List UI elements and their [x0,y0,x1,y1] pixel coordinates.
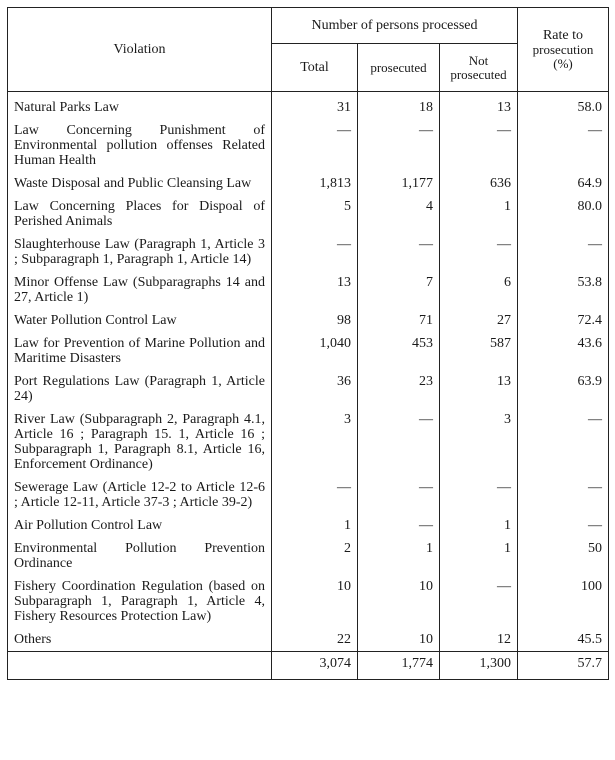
violation-name-cell: Slaughterhouse Law (Paragraph 1, Article 3 ; Subparagraph 1, Paragraph 1, Article 14) [14,237,265,267]
violation-name-cell: Environmental Pollution Prevention Ordinance [14,541,265,571]
total-cell: 13 [272,271,358,309]
total-cell: 1,040 [272,332,358,370]
rate-cell: 80.0 [518,195,609,233]
violation-name-cell: Water Pollution Control Law [14,313,177,328]
violation-name-cell: Law Concerning Places for Dispoal of Perished Animals [14,199,265,229]
violation-name-cell: Waste Disposal and Public Cleansing Law [14,176,252,191]
violations-table [7,7,609,680]
table-body [8,92,609,680]
total-cell: 31 [272,92,358,120]
table-row [8,332,609,370]
table-row [8,575,609,628]
not-prosecuted-cell: 1 [440,514,518,537]
rate-cell: 53.8 [518,271,609,309]
prosecuted-cell: 1 [358,537,440,575]
prosecuted-cell: — [358,408,440,476]
total-cell: 5 [272,195,358,233]
table-row [8,195,609,233]
not-prosecuted-cell: — [440,476,518,514]
violation-name-cell: Others [14,632,52,647]
table-header [8,8,609,92]
rate-cell: 63.9 [518,370,609,408]
not-prosecuted-cell: 13 [440,370,518,408]
rate-header-line1: Rate to [542,28,584,43]
total-cell: 98 [272,309,358,332]
total-column-header: Total [272,44,358,92]
violation-name-cell: Air Pollution Control Law [14,518,163,533]
total-cell: 3 [272,408,358,476]
violation-name-cell: Law Concerning Punishment of Environmental pollution offenses Related Human Health [14,123,265,168]
not-prosecuted-cell: 6 [440,271,518,309]
rate-header-line3: (%) [553,56,573,71]
total-cell: 36 [272,370,358,408]
violation-column-header: Violation [8,8,272,92]
prosecuted-cell: 23 [358,370,440,408]
not-prosecuted-header-line2: prosecuted [450,66,507,82]
violation-name-cell: Law for Prevention of Marine Pollution and Maritime Disasters [14,336,265,366]
totals-not-prosecuted-cell: 1,300 [440,652,518,680]
total-cell: — [272,119,358,172]
not-prosecuted-cell: 636 [440,172,518,195]
table-row [8,628,609,652]
violation-name-cell: Port Regulations Law (Paragraph 1, Article 24) [14,374,265,404]
table-row [8,119,609,172]
prosecuted-column-header: prosecuted [358,44,440,92]
prosecuted-cell: — [358,233,440,271]
total-cell: 22 [272,628,358,652]
rate-cell: 100 [518,575,609,628]
rate-header-line2: prosecution [532,42,594,57]
prosecuted-cell: 4 [358,195,440,233]
table-row [8,514,609,537]
rate-cell: 72.4 [518,309,609,332]
total-cell: 1 [272,514,358,537]
prosecuted-cell: 7 [358,271,440,309]
total-cell: 10 [272,575,358,628]
not-prosecuted-column-header [440,44,518,92]
prosecuted-cell: 18 [358,92,440,120]
totals-row [8,652,609,680]
not-prosecuted-header-line1: Not [468,52,489,68]
prosecuted-cell: — [358,476,440,514]
table-row [8,271,609,309]
total-cell: 1,813 [272,172,358,195]
table-row [8,172,609,195]
totals-label-cell [8,652,272,680]
not-prosecuted-cell: 27 [440,309,518,332]
not-prosecuted-cell: 1 [440,195,518,233]
total-cell: — [272,476,358,514]
prosecuted-cell: 1,177 [358,172,440,195]
table-row [8,309,609,332]
violations-table-container [7,7,608,680]
rate-cell: — [518,514,609,537]
rate-cell: — [518,233,609,271]
rate-cell: 50 [518,537,609,575]
totals-prosecuted-cell: 1,774 [358,652,440,680]
rate-cell: 64.9 [518,172,609,195]
prosecuted-cell: 71 [358,309,440,332]
table-row [8,476,609,514]
rate-cell: — [518,119,609,172]
not-prosecuted-cell: 587 [440,332,518,370]
rate-cell: 45.5 [518,628,609,652]
total-cell: — [272,233,358,271]
rate-cell: — [518,408,609,476]
not-prosecuted-cell: 3 [440,408,518,476]
violation-name-cell: Natural Parks Law [14,100,119,115]
rate-cell: 43.6 [518,332,609,370]
rate-cell: — [518,476,609,514]
violation-name-cell: Minor Offense Law (Subparagraphs 14 and 27, Article 1) [14,275,265,305]
not-prosecuted-cell: — [440,119,518,172]
rate-cell: 58.0 [518,92,609,120]
prosecuted-cell: 10 [358,628,440,652]
not-prosecuted-cell: — [440,233,518,271]
prosecuted-cell: — [358,514,440,537]
not-prosecuted-cell: 12 [440,628,518,652]
table-row [8,537,609,575]
table-row [8,370,609,408]
totals-rate-cell: 57.7 [518,652,609,680]
prosecuted-cell: 453 [358,332,440,370]
violation-name-cell: Fishery Coordination Regulation (based on Subparagraph 1, Paragraph 1, Article 4, Fishery Resources Protection Law) [14,579,265,624]
total-cell: 2 [272,537,358,575]
totals-total-cell: 3,074 [272,652,358,680]
prosecuted-cell: — [358,119,440,172]
not-prosecuted-cell: — [440,575,518,628]
rate-column-header [518,8,609,92]
violation-name-cell: Sewerage Law (Article 12-2 to Article 12-6 ; Article 12-11, Article 37-3 ; Article 39-2) [14,480,265,510]
table-row [8,233,609,271]
not-prosecuted-cell: 1 [440,537,518,575]
table-row [8,92,609,120]
not-prosecuted-cell: 13 [440,92,518,120]
table-row [8,408,609,476]
persons-processed-group-header: Number of persons processed [272,8,518,44]
prosecuted-cell: 10 [358,575,440,628]
violation-name-cell: River Law (Subparagraph 2, Paragraph 4.1, Article 16 ; Paragraph 15. 1, Article 16 ; Subparagraph 1, Paragraph 8.1, Article 16, Enforcement Ordinance) [14,412,265,472]
